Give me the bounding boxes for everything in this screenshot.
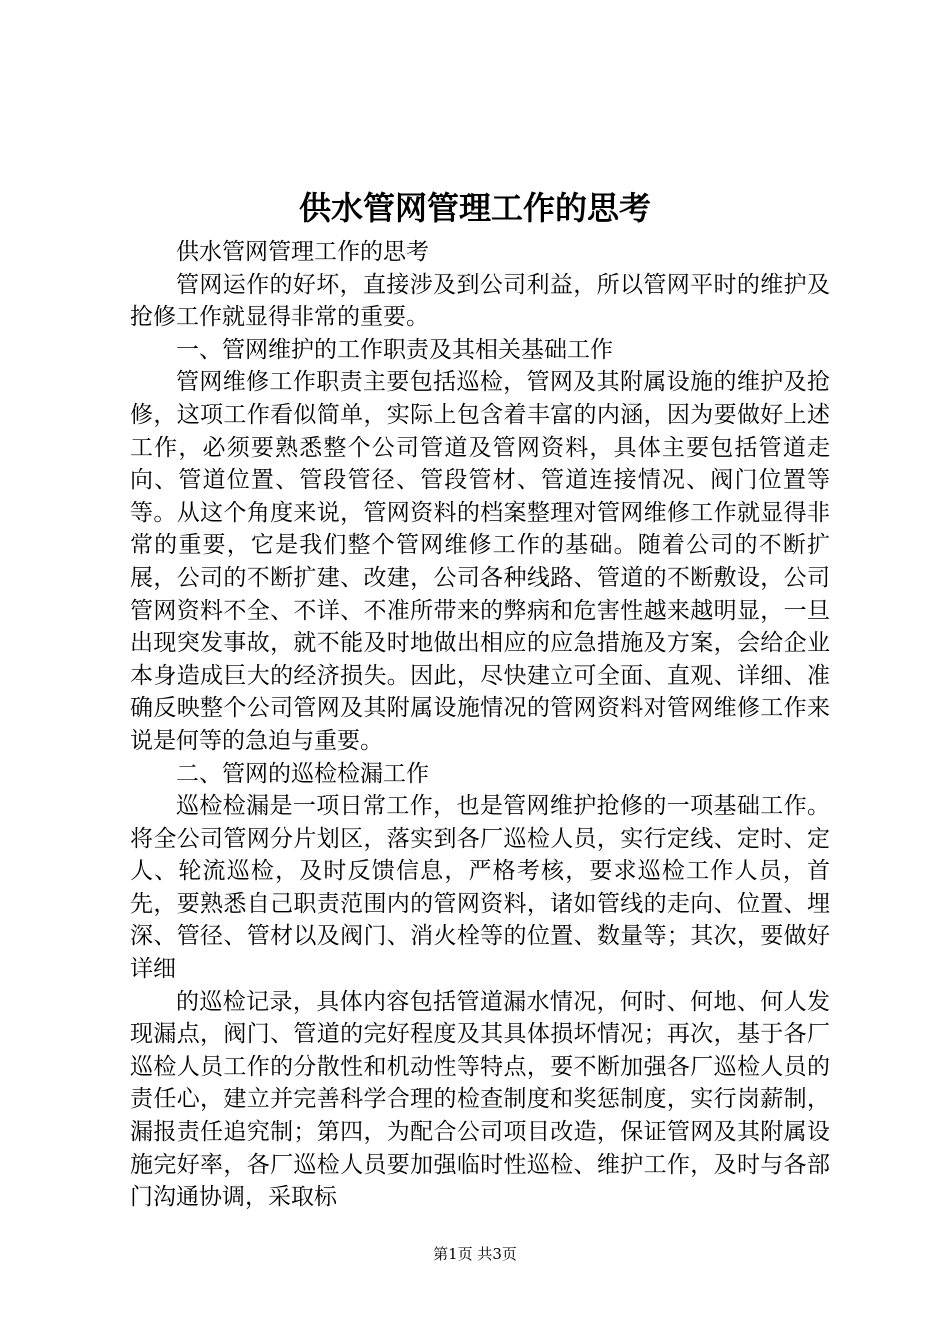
- section-heading-1: 一、管网维护的工作职责及其相关基础工作: [176, 336, 613, 363]
- paragraph-subtitle: 供水管网管理工作的思考: [176, 239, 429, 265]
- page-number-footer: 第1页 共3页: [433, 1245, 517, 1263]
- document-title: 供水管网管理工作的思考: [298, 189, 651, 227]
- paragraph-intro: 管网运作的好坏，直接涉及到公司利益，所以管网平时的维护及抢修工作就显得非常的重要。: [130, 271, 830, 331]
- paragraph-section-2-continued: 的巡检记录，具体内容包括管道漏水情况，何时、何地、何人发现漏点，阀门、管道的完好程度及其具体损坏情况；再次，基于各厂巡检人员工作的分散性和机动性等特点，要不断加强各厂巡检人员的责任心，建立并完善科学合理的检查制度和奖惩制度，实行岗薪制，漏报责任追究制；第四，为配合公司项目改造，保证管网及其附属设施完好率，各厂巡检人员要加强临时性巡检、维护工作，及时与各部门沟通协调，采取标: [130, 988, 830, 1211]
- section-heading-2: 二、管网的巡检检漏工作: [176, 760, 429, 787]
- document-body: [130, 236, 830, 1214]
- paragraph-section-1: 管网维修工作职责主要包括巡检，管网及其附属设施的维护及抢修，这项工作看似简单，实际上包含着丰富的内涵，因为要做好上述工作，必须要熟悉整个公司管道及管网资料，具体主要包括管道走向、管道位置、管段管径、管段管材、管道连接情况、阀门位置等等。从这个角度来说，管网资料的档案整理对管网维修工作就显得非常的重要，它是我们整个管网维修工作的基础。随着公司的不断扩展，公司的不断扩建、改建，公司各种线路、管道的不断敷设，公司管网资料不全、不详、不准所带来的弊病和危害性越来越明显，一旦出现突发事故，就不能及时地做出相应的应急措施及方案，会给企业本身造成巨大的经济损失。因此，尽快建立可全面、直观、详细、准确反映整个公司管网及其附属设施情况的管网资料对管网维修工作来说是何等的急迫与重要。: [130, 369, 830, 754]
- paragraph-section-2: 巡检检漏是一项日常工作，也是管网维护抢修的一项基础工作。将全公司管网分片划区，落实到各厂巡检人员，实行定线、定时、定人、轮流巡检，及时反馈信息，严格考核，要求巡检工作人员，首先，要熟悉自己职责范围内的管网资料，诸如管线的走向、位置、埋深、管径、管材以及阀门、消火栓等的位置、数量等；其次，要做好详细: [130, 793, 830, 983]
